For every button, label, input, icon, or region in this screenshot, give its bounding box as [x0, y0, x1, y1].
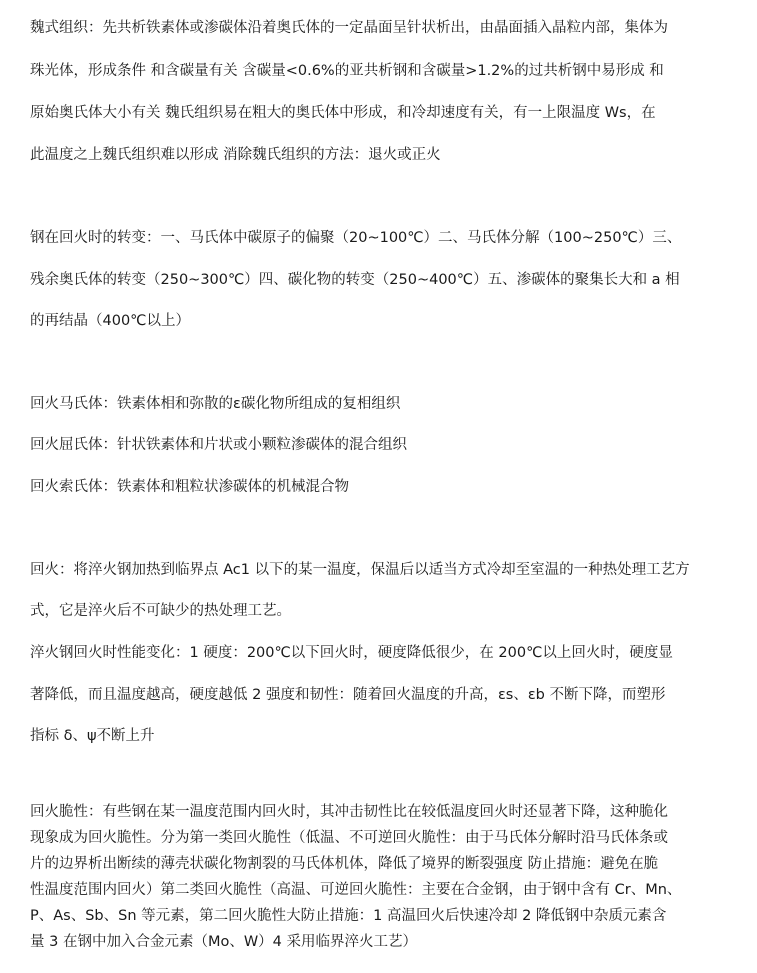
text-line: 钢在回火时的转变：一、马氏体中碳原子的偏聚（20~100℃）二、马氏体分解（100~250℃）三、 — [30, 230, 682, 246]
text-line: 指标 δ、ψ不断上升 — [30, 728, 155, 744]
text-line: 珠光体，形成条件 和含碳量有关 含碳量<0.6%的亚共析钢和含碳量>1.2%的过共析钢中易形成 和 — [30, 63, 664, 79]
text-line: 回火：将淬火钢加热到临界点 Ac1 以下的某一温度，保温后以适当方式冷却至室温的一种热处理工艺方 — [30, 562, 690, 578]
text-line: 回火马氏体：铁素体相和弥散的ε碳化物所组成的复相组织 — [30, 396, 401, 412]
text-line: 的再结晶（400℃以上） — [30, 313, 190, 329]
text-line: 式，它是淬火后不可缺少的热处理工艺。 — [30, 603, 291, 619]
text-line: 回火屈氏体：针状铁素体和片状或小颗粒渗碳体的混合组织 — [30, 437, 407, 453]
text-line: 回火脆性：有些钢在某一温度范围内回火时，其冲击韧性比在较低温度回火时还显著下降，这种脆化 — [30, 804, 668, 820]
text-line: 原始奥氏体大小有关 魏氏组织易在粗大的奥氏体中形成，和冷却速度有关，有一上限温度 Ws，在 — [30, 105, 656, 121]
text-line: 片的边界析出断续的薄壳状碳化物割裂的马氏体机体，降低了境界的断裂强度 防止措施：避免在脆 — [30, 856, 659, 872]
text-line: 量 3 在钢中加入合金元素（Mo、W）4 采用临界淬火工艺） — [30, 934, 417, 950]
text-line: P、As、Sb、Sn 等元素，第二回火脆性大防止措施：1 高温回火后快速冷却 2 降低钢中杂质元素含 — [30, 908, 667, 924]
text-line: 魏式组织：先共析铁素体或渗碳体沿着奥氏体的一定晶面呈针状析出，由晶面插入晶粒内部，集体为 — [30, 20, 668, 36]
text-line: 著降低，而且温度越高，硬度越低 2 强度和韧性：随着回火温度的升高，εs、εb 不断下降，而塑形 — [30, 687, 666, 703]
text-line: 残余奥氏体的转变（250~300℃）四、碳化物的转变（250~400℃）五、渗碳体的聚集长大和 a 相 — [30, 272, 680, 288]
text-line: 此温度之上魏氏组织难以形成 消除魏氏组织的方法：退火或正火 — [30, 147, 441, 163]
text-line: 淬火钢回火时性能变化：1 硬度：200℃以下回火时，硬度降低很少，在 200℃以上回火时，硬度显 — [30, 645, 673, 661]
text-line: 回火索氏体：铁素体和粗粒状渗碳体的机械混合物 — [30, 479, 349, 495]
text-line: 现象成为回火脆性。分为第一类回火脆性（低温、不可逆回火脆性：由于马氏体分解时沿马氏体条或 — [30, 830, 668, 846]
text-line: 性温度范围内回火）第二类回火脆性（高温、可逆回火脆性：主要在合金钢，由于钢中含有 Cr、Mn、 — [30, 882, 682, 898]
